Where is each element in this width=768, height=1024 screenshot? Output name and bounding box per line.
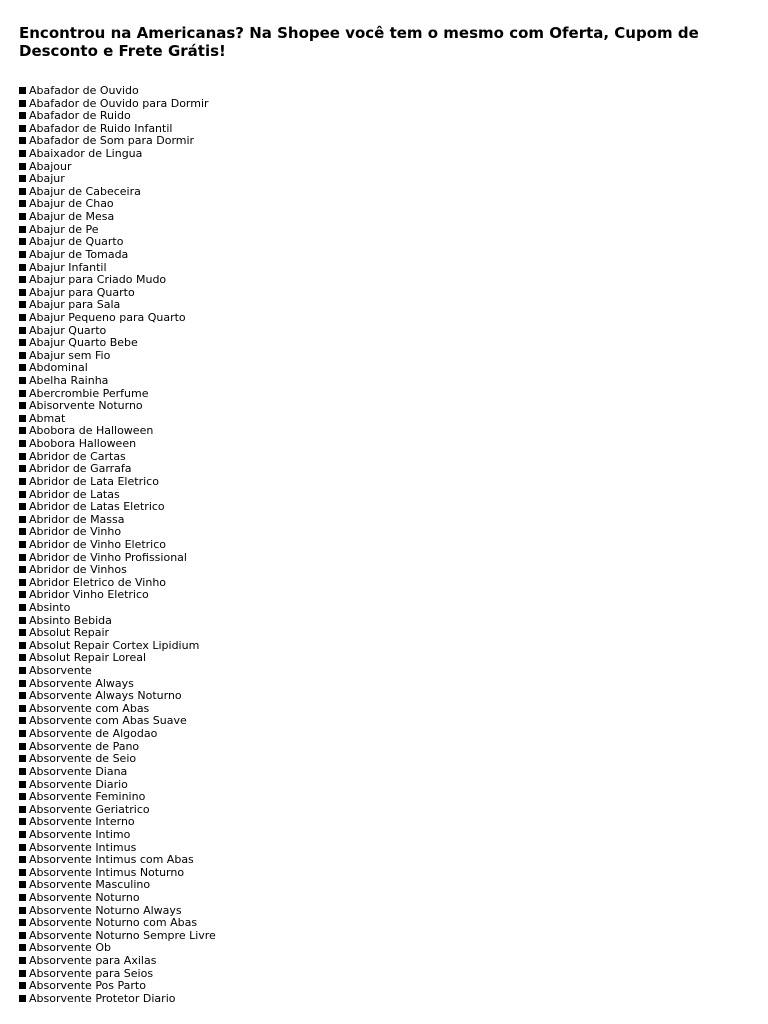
black-square-icon	[19, 806, 26, 813]
black-square-icon	[19, 680, 26, 687]
black-square-icon	[19, 932, 26, 939]
product-link[interactable]: Abafador de Som para Dormir	[29, 134, 195, 148]
product-link[interactable]: Absolut Repair Loreal	[29, 651, 147, 665]
product-link[interactable]: Absolut Repair Cortex Lipidium	[29, 638, 200, 652]
black-square-icon	[19, 427, 26, 434]
black-square-icon	[19, 276, 26, 283]
product-link[interactable]: Absorvente Geriatrico	[29, 802, 150, 816]
black-square-icon	[19, 919, 26, 926]
black-square-icon	[19, 516, 26, 523]
black-square-icon	[19, 995, 26, 1002]
product-link[interactable]: Abdominal	[29, 361, 88, 375]
product-link[interactable]: Abridor de Vinho Eletrico	[29, 537, 167, 551]
black-square-icon	[19, 491, 26, 498]
black-square-icon	[19, 453, 26, 460]
product-link[interactable]: Absorvente Noturno Sempre Livre	[29, 928, 216, 942]
black-square-icon	[19, 591, 26, 598]
black-square-icon	[19, 314, 26, 321]
black-square-icon	[19, 717, 26, 724]
product-link[interactable]: Abridor de Vinho Profissional	[29, 550, 187, 564]
black-square-icon	[19, 200, 26, 207]
black-square-icon	[19, 755, 26, 762]
black-square-icon	[19, 768, 26, 775]
black-square-icon	[19, 301, 26, 308]
product-link[interactable]: Absorvente Noturno	[29, 891, 140, 904]
product-link[interactable]: Abajur de Cabeceira	[29, 184, 141, 198]
black-square-icon	[19, 604, 26, 611]
black-square-icon	[19, 188, 26, 195]
black-square-icon	[19, 617, 26, 624]
black-square-icon	[19, 629, 26, 636]
product-link[interactable]: Abafador de Ruido Infantil	[29, 121, 173, 135]
product-link[interactable]: Abridor de Vinho	[29, 525, 122, 539]
product-link[interactable]: Absorvente Pos Parto	[29, 979, 146, 993]
black-square-icon	[19, 137, 26, 144]
product-link[interactable]: Abridor de Latas	[29, 487, 120, 501]
black-square-icon	[19, 327, 26, 334]
black-square-icon	[19, 654, 26, 661]
black-square-icon	[19, 881, 26, 888]
product-link[interactable]: Abridor de Vinhos	[29, 563, 127, 577]
black-square-icon	[19, 402, 26, 409]
product-list	[19, 85, 216, 1005]
product-link[interactable]: Absorvente Protetor Diario	[29, 991, 176, 1005]
product-link[interactable]: Abajur de Tomada	[29, 247, 129, 261]
black-square-icon	[19, 390, 26, 397]
product-link[interactable]: Absolut Repair	[29, 626, 110, 640]
product-link[interactable]: Abajur Pequeno para Quarto	[29, 310, 186, 324]
product-link[interactable]: Abridor Vinho Eletrico	[29, 588, 149, 602]
product-link[interactable]: Abridor de Latas Eletrico	[29, 500, 165, 514]
product-link[interactable]: Absorvente Noturno Always	[29, 903, 182, 917]
black-square-icon	[19, 642, 26, 649]
black-square-icon	[19, 125, 26, 132]
black-square-icon	[19, 251, 26, 258]
black-square-icon	[19, 730, 26, 737]
black-square-icon	[19, 213, 26, 220]
black-square-icon	[19, 440, 26, 447]
black-square-icon	[19, 100, 26, 107]
black-square-icon	[19, 352, 26, 359]
black-square-icon	[19, 541, 26, 548]
product-link[interactable]: Abajur Quarto Bebe	[29, 336, 138, 350]
black-square-icon	[19, 566, 26, 573]
product-link[interactable]: Absorvente Always Noturno	[29, 689, 182, 703]
black-square-icon	[19, 478, 26, 485]
product-link[interactable]: Abmat	[29, 411, 66, 425]
black-square-icon	[19, 87, 26, 94]
product-link[interactable]: Abajur	[29, 172, 65, 186]
product-link[interactable]: Absorvente Diana	[29, 764, 128, 778]
product-link[interactable]: Abaixador de Lingua	[29, 147, 143, 161]
black-square-icon	[19, 289, 26, 296]
black-square-icon	[19, 364, 26, 371]
product-link[interactable]: Absorvente Ob	[29, 941, 111, 955]
black-square-icon	[19, 818, 26, 825]
product-link[interactable]: Abridor de Massa	[29, 512, 125, 526]
page-title: Encontrou na Americanas? Na Shopee você tem o mesmo com Oferta, Cupom de Desconto e Frete Grátis!	[19, 24, 699, 60]
black-square-icon	[19, 856, 26, 863]
product-link[interactable]: Abajur Infantil	[29, 260, 107, 274]
black-square-icon	[19, 415, 26, 422]
black-square-icon	[19, 844, 26, 851]
product-link[interactable]: Abridor de Cartas	[29, 449, 126, 463]
black-square-icon	[19, 264, 26, 271]
product-link[interactable]: Absorvente Interno	[29, 815, 135, 829]
black-square-icon	[19, 957, 26, 964]
product-link[interactable]: Absorvente de Seio	[29, 752, 137, 766]
black-square-icon	[19, 163, 26, 170]
black-square-icon	[19, 692, 26, 699]
product-link[interactable]: Abafador de Ruido	[29, 109, 131, 123]
product-link[interactable]: Absorvente Intimus Noturno	[29, 865, 185, 879]
product-link[interactable]: Abercrombie Perfume	[29, 386, 149, 400]
product-link[interactable]: Absinto	[29, 600, 71, 614]
product-link[interactable]: Abobora de Halloween	[29, 424, 154, 438]
product-link[interactable]: Absorvente Diario	[29, 777, 128, 791]
product-link[interactable]: Absorvente	[29, 664, 92, 678]
black-square-icon	[19, 175, 26, 182]
product-link[interactable]: Abajur para Sala	[29, 298, 121, 312]
black-square-icon	[19, 579, 26, 586]
product-link[interactable]: Absorvente Feminino	[29, 790, 146, 804]
product-link[interactable]: Abajur sem Fio	[29, 348, 111, 362]
product-link[interactable]: Abajur de Quarto	[29, 235, 124, 249]
product-link[interactable]: Absorvente com Abas Suave	[29, 714, 187, 728]
product-link[interactable]: Abafador de Ouvido para Dormir	[29, 96, 209, 110]
black-square-icon	[19, 238, 26, 245]
black-square-icon	[19, 970, 26, 977]
product-link[interactable]: Abajur para Criado Mudo	[29, 273, 167, 287]
product-link[interactable]: Absorvente de Pano	[29, 739, 140, 753]
black-square-icon	[19, 869, 26, 876]
black-square-icon	[19, 743, 26, 750]
black-square-icon	[19, 982, 26, 989]
black-square-icon	[19, 781, 26, 788]
product-link[interactable]: Abajur para Quarto	[29, 285, 135, 299]
black-square-icon	[19, 554, 26, 561]
product-link[interactable]: Absorvente Masculino	[29, 878, 151, 892]
black-square-icon	[19, 465, 26, 472]
product-link[interactable]: Absorvente Intimo	[29, 827, 131, 841]
product-link[interactable]: Abobora Halloween	[29, 437, 137, 451]
product-link[interactable]: Abridor Eletrico de Vinho	[29, 575, 167, 589]
product-link[interactable]: Abisorvente Noturno	[29, 399, 143, 413]
list-item	[19, 993, 216, 1006]
product-link[interactable]: Absorvente de Algodao	[29, 727, 158, 741]
black-square-icon	[19, 944, 26, 951]
black-square-icon	[19, 528, 26, 535]
black-square-icon	[19, 112, 26, 119]
black-square-icon	[19, 667, 26, 674]
black-square-icon	[19, 793, 26, 800]
product-link[interactable]: Absorvente Intimus com Abas	[29, 853, 194, 867]
black-square-icon	[19, 226, 26, 233]
product-link[interactable]: Abajur de Mesa	[29, 210, 115, 224]
black-square-icon	[19, 150, 26, 157]
product-link[interactable]: Abajour	[29, 159, 72, 173]
black-square-icon	[19, 705, 26, 712]
product-link[interactable]: Abelha Rainha	[29, 374, 109, 388]
product-link[interactable]: Abafador de Ouvido	[29, 84, 139, 97]
black-square-icon	[19, 377, 26, 384]
product-link[interactable]: Abajur de Pe	[29, 222, 99, 236]
black-square-icon	[19, 907, 26, 914]
product-link[interactable]: Abridor de Garrafa	[29, 462, 132, 476]
product-link[interactable]: Absorvente Noturno com Abas	[29, 916, 198, 930]
product-link[interactable]: Absorvente para Seios	[29, 966, 154, 980]
product-link[interactable]: Abajur de Chao	[29, 197, 114, 211]
black-square-icon	[19, 894, 26, 901]
black-square-icon	[19, 831, 26, 838]
product-link[interactable]: Absinto Bebida	[29, 613, 112, 627]
product-link[interactable]: Absorvente Always	[29, 676, 134, 690]
product-link[interactable]: Abridor de Lata Eletrico	[29, 474, 159, 488]
product-link[interactable]: Abajur Quarto	[29, 323, 107, 337]
product-link[interactable]: Absorvente com Abas	[29, 701, 150, 715]
product-link[interactable]: Absorvente Intimus	[29, 840, 137, 854]
product-link[interactable]: Absorvente para Axilas	[29, 954, 157, 968]
black-square-icon	[19, 339, 26, 346]
black-square-icon	[19, 503, 26, 510]
